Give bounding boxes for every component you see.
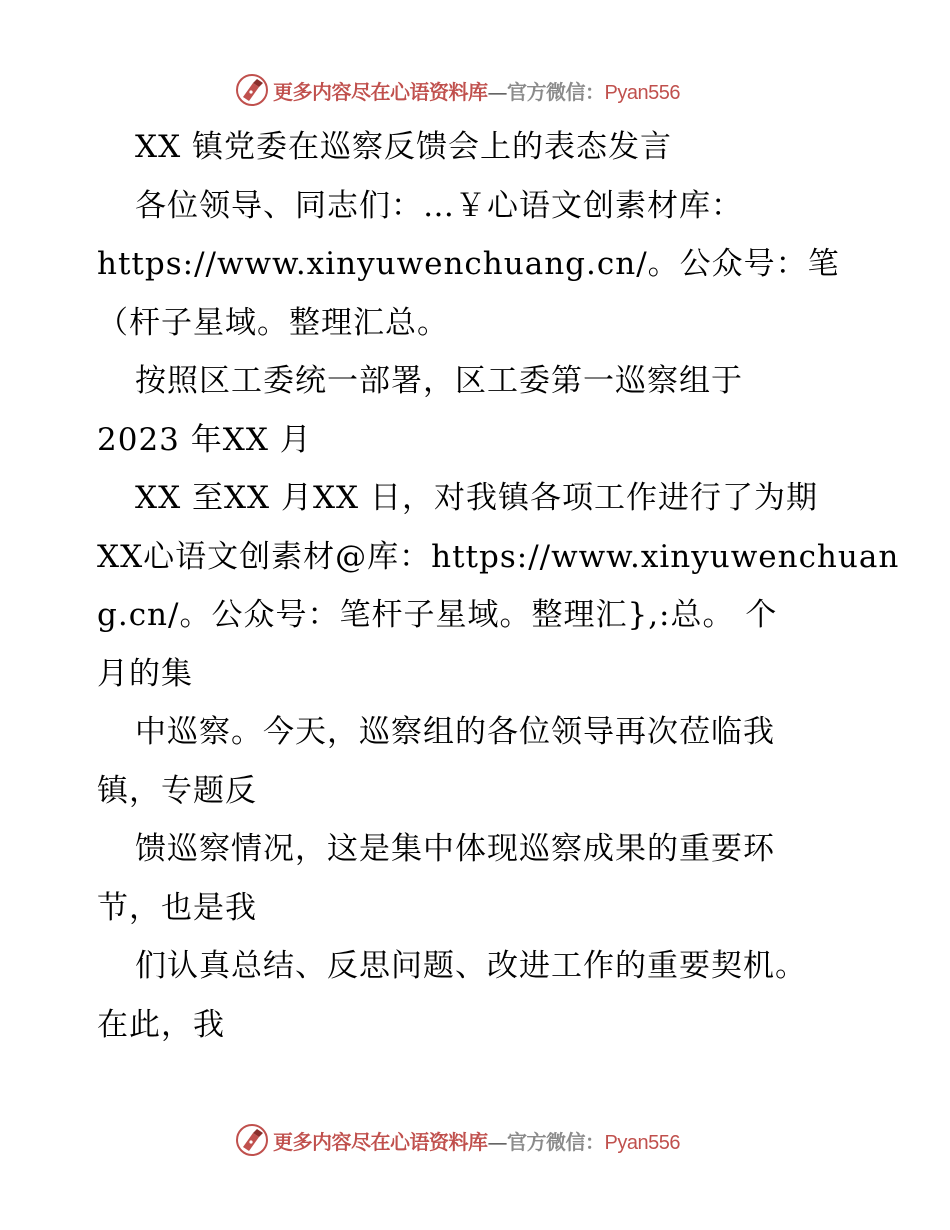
banner-wechat-label: 官方微信： bbox=[507, 1129, 605, 1154]
footer-watermark-banner bbox=[235, 1120, 680, 1160]
document-line: 馈巡察情况，这是集中体现巡察成果的重要环 bbox=[135, 831, 775, 867]
document-line: 们认真总结、反思问题、改进工作的重要契机。 bbox=[135, 948, 807, 984]
pen-nib-logo-icon bbox=[235, 73, 269, 107]
banner-wechat-id: Pyan556 bbox=[604, 81, 680, 104]
header-watermark-banner bbox=[235, 70, 680, 110]
document-body bbox=[97, 118, 900, 1054]
banner-wechat-label: 官方微信： bbox=[507, 79, 605, 104]
document-line: https://www.xinyuwenchuang.cn/。公众号：笔 bbox=[97, 246, 840, 282]
document-line: 2023 年XX 月 bbox=[97, 421, 312, 458]
document-line: 按照区工委统一部署，区工委第一巡察组于 bbox=[135, 363, 743, 399]
banner-dash: — bbox=[487, 79, 507, 104]
document-line: 镇，专题反 bbox=[97, 772, 257, 809]
document-line: 在此，我 bbox=[97, 1006, 225, 1043]
document-line: g.cn/。公众号：笔杆子星域。整理汇},:总。 个 bbox=[97, 597, 778, 633]
banner-brand-text: 更多内容尽在心语资料库 bbox=[273, 79, 488, 104]
document-line: XX 镇党委在巡察反馈会上的表态发言 bbox=[135, 129, 672, 165]
banner-brand-text: 更多内容尽在心语资料库 bbox=[273, 1129, 488, 1154]
banner-dash: — bbox=[487, 1129, 507, 1154]
document-line: XX 至XX 月XX 日，对我镇各项工作进行了为期 bbox=[135, 480, 818, 516]
banner-text bbox=[273, 76, 680, 105]
document-line: 中巡察。今天，巡察组的各位领导再次莅临我 bbox=[135, 714, 775, 750]
banner-wechat-id: Pyan556 bbox=[604, 1131, 680, 1154]
document-line: 月的集 bbox=[97, 655, 193, 692]
document-line: 节，也是我 bbox=[97, 889, 257, 926]
banner-text bbox=[273, 1126, 680, 1155]
document-line: （杆子星域。整理汇总。 bbox=[97, 304, 449, 341]
document-line: 各位领导、同志们：…￥心语文创素材库： bbox=[135, 187, 743, 224]
document-line: XX心语文创素材@库：https://www.xinyuwenchuan bbox=[97, 538, 900, 575]
pen-nib-logo-icon bbox=[235, 1123, 269, 1157]
